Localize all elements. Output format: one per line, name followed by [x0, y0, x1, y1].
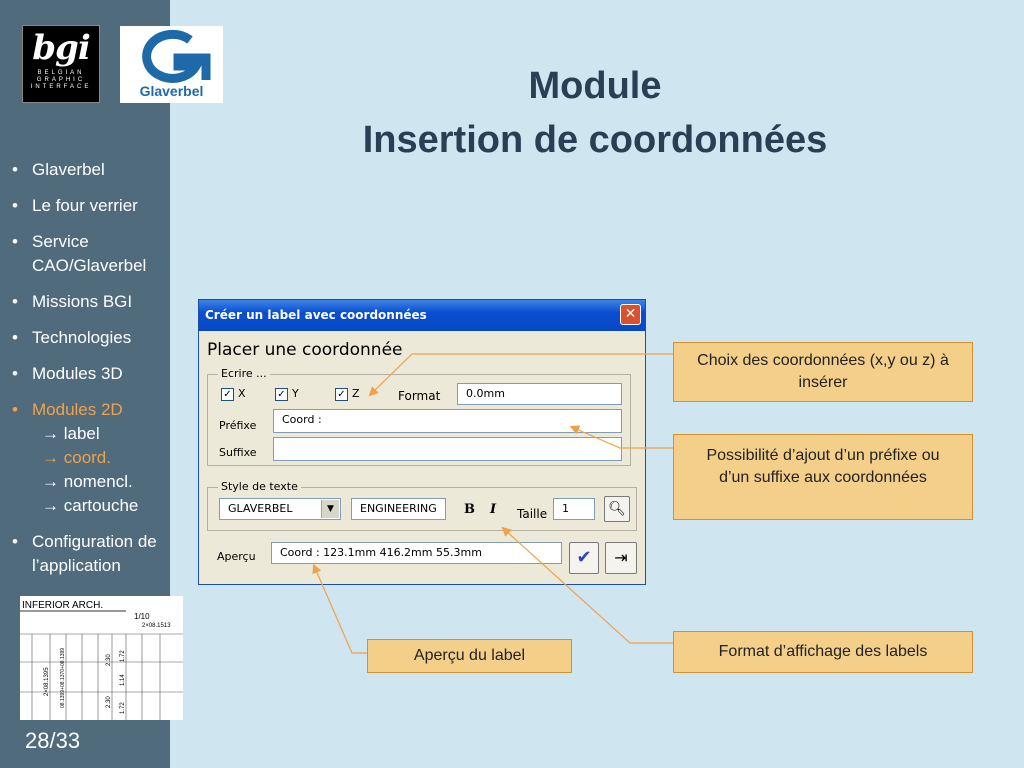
nav-item-glaverbel[interactable]: • Glaverbel — [12, 160, 105, 179]
dialog-title: Créer un label avec coordonnées — [205, 308, 427, 322]
drawing-vlabel: 2×08.1395 — [44, 667, 50, 696]
drawing-vlabel: 1.14 — [120, 674, 126, 686]
technical-drawing-thumbnail — [20, 596, 183, 720]
nav-item-service-cao[interactable]: • Service CAO/Glaverbel — [12, 232, 147, 275]
checkmark-icon: ✓ — [275, 388, 288, 401]
nav-item-modules-3d[interactable]: • Modules 3D — [12, 364, 123, 383]
callout-prefixe-suffixe: Possibilité d’ajout d’un préfixe ou d’un suffixe aux coordonnées — [673, 434, 973, 520]
search-button[interactable] — [604, 496, 630, 522]
drawing-vlabel: 08.1399+08.1370+08.1399 — [60, 647, 66, 708]
style-legend: Style de texte — [218, 480, 301, 493]
ecrire-legend: Ecrire ... — [218, 367, 270, 380]
dialog-heading: Placer une coordonnée — [207, 340, 403, 360]
format-label: Format — [398, 389, 441, 403]
taille-field[interactable]: 1 — [553, 498, 595, 520]
technical-drawing — [20, 596, 183, 720]
sidebar-nav — [10, 158, 170, 590]
dialog-titlebar[interactable] — [199, 300, 645, 331]
drawing-vlabel: 1.72 — [120, 702, 126, 714]
drawing-vlabel: 2.30 — [106, 696, 112, 708]
prefixe-field[interactable]: Coord : — [273, 409, 622, 433]
checkmark-icon: ✓ — [221, 388, 234, 401]
callout-format-affichage: Format d’affichage des labels — [673, 631, 973, 673]
nav-item-modules-2d[interactable]: • Modules 2D → label → coord. → nomencl. → cartouche — [10, 398, 170, 518]
bgi-logo: bgi BELGIAN GRAPHIC INTERFACE — [22, 25, 100, 103]
drawing-vlabel: 2.30 — [106, 654, 112, 666]
nav-item-four-verrier[interactable]: • Le four verrier — [12, 196, 138, 215]
apercu-label: Aperçu — [217, 550, 256, 563]
suffixe-label: Suffixe — [219, 446, 257, 459]
callout-apercu-label: Aperçu du label — [367, 639, 572, 673]
nav-item-configuration[interactable]: • Configuration de l’application — [12, 532, 157, 575]
page-title-line2: Insertion de coordonnées — [362, 119, 828, 161]
sidebar — [0, 0, 204, 768]
page-title-line1: Module — [528, 65, 662, 107]
checkbox-z[interactable]: ✓ Z — [335, 387, 360, 401]
callout-choix-coordonnees: Choix des coordonnées (x,y ou z) à insérer — [673, 342, 973, 402]
format-field[interactable]: 0.0mm — [457, 383, 622, 405]
nav-item-technologies[interactable]: • Technologies — [12, 328, 132, 347]
nav-subitem-label[interactable]: → label — [42, 424, 100, 443]
chevron-down-icon: ▼ — [321, 500, 339, 518]
italic-button[interactable]: I — [490, 502, 497, 517]
nav-subitem-coord[interactable]: → coord. — [42, 448, 111, 467]
prefixe-label: Préfixe — [219, 419, 257, 432]
drawing-scale: 1/10 — [134, 612, 150, 621]
bold-button[interactable]: B — [464, 502, 475, 517]
nav-subitem-cartouche[interactable]: → cartouche — [42, 496, 139, 515]
nav-item-missions-bgi[interactable]: • Missions BGI — [12, 292, 133, 311]
font-select[interactable]: GLAVERBEL ▼ — [219, 498, 341, 520]
close-icon: ✕ — [624, 306, 637, 322]
exit-button[interactable] — [605, 542, 637, 574]
nav-subitem-nomencl[interactable]: → nomencl. — [42, 472, 133, 491]
magnifier-icon: 🔍︎ — [608, 501, 626, 517]
page-number: 28/33 — [25, 728, 81, 753]
text-style-field[interactable]: ENGINEERING — [351, 498, 446, 520]
glaverbel-logo: Glaverbel — [120, 26, 223, 103]
drawing-title: INFERIOR ARCH. — [22, 600, 104, 611]
suffixe-field[interactable] — [273, 437, 622, 461]
taille-label: Taille — [517, 507, 548, 521]
create-label-dialog — [198, 299, 646, 585]
glaverbel-logo-icon — [120, 26, 223, 84]
close-button[interactable] — [620, 304, 641, 325]
exit-door-icon: ⇥ — [614, 548, 628, 567]
drawing-vlabel: 1.72 — [120, 650, 126, 662]
drawing-dim: 2×08.1513 — [142, 623, 171, 629]
checkbox-y[interactable]: ✓ Y — [275, 387, 299, 401]
apercu-field: Coord : 123.1mm 416.2mm 55.3mm — [271, 542, 562, 564]
ok-button[interactable] — [569, 542, 599, 574]
checkmark-icon: ✔ — [576, 547, 592, 568]
checkbox-x[interactable]: ✓ X — [221, 387, 246, 401]
checkmark-icon: ✓ — [335, 388, 348, 401]
